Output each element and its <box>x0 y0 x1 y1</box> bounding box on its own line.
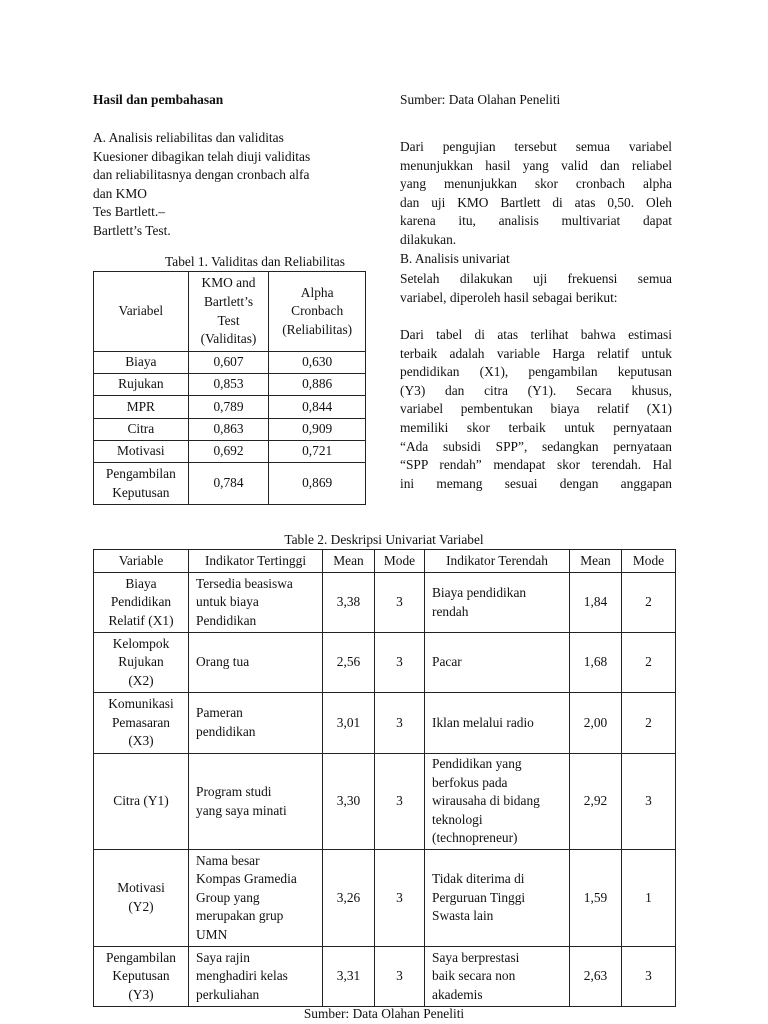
table-header-row <box>94 272 366 352</box>
text-line: Tes Bartlett.– <box>93 204 165 220</box>
cell-line: baik secara non <box>432 968 516 984</box>
cell-line: Nama besar <box>196 852 260 868</box>
text-line: variabel, diperoleh hasil sebagai berikut: <box>400 289 618 305</box>
cell-indikator-tertinggi <box>189 947 323 1007</box>
cell-indikator-terendah <box>425 573 570 633</box>
text-line: “SPP rendah” mendapat skor terendah. Hal <box>400 457 672 473</box>
text-line: dan uji KMO Bartlett di atas 0,50. Oleh <box>400 194 672 210</box>
cell-mean: 2,63 <box>570 947 622 1007</box>
cell-line: Pendidikan <box>110 594 172 610</box>
cell-line: Pendidikan <box>196 612 257 628</box>
text-line: pendidikan (X1), pengambilan keputusan <box>400 364 672 380</box>
cell-line: Komunikasi <box>108 696 174 712</box>
cell-mean: 3,38 <box>323 573 375 633</box>
cell-mode: 3 <box>375 693 425 754</box>
cell-alpha: 0,721 <box>269 441 366 463</box>
table1-source: Sumber: Data Olahan Peneliti <box>400 92 561 107</box>
text-line: memiliki skor terbaik untuk pernyataan <box>400 419 672 435</box>
cell-line: Group yang <box>196 889 260 905</box>
cell-alpha: 0,886 <box>269 374 366 396</box>
cell-mean: 3,26 <box>323 850 375 947</box>
cell-line: perkuliahan <box>196 986 260 1002</box>
paragraph-univariate-intro <box>400 270 672 307</box>
cell-line: (technopreneur) <box>432 830 518 846</box>
cell-line: Tidak diterima di <box>432 871 525 887</box>
cell-mean: 2,56 <box>323 633 375 693</box>
cell-line: Iklan melalui radio <box>432 714 534 730</box>
header-line: KMO and <box>201 275 256 291</box>
header-line: Bartlett’s <box>203 293 254 309</box>
cell-line: Pendidikan yang <box>432 756 522 772</box>
cell-line: rendah <box>432 603 469 619</box>
cell-alpha: 0,630 <box>269 352 366 374</box>
text-line: variabel pembentukan biaya relatif (X1) <box>400 401 672 417</box>
cell-kmo: 0,607 <box>188 352 269 374</box>
cell-mode: 3 <box>375 633 425 693</box>
section-b-heading: B. Analisis univariat <box>400 251 510 266</box>
cell-line: yang saya minati <box>196 802 287 818</box>
text-line: karena itu, analisis multivariat dapat <box>400 213 672 229</box>
cell-line: merupakan grup <box>196 908 284 924</box>
cell-kmo: 0,784 <box>188 463 269 505</box>
cell-indikator-terendah <box>425 754 570 850</box>
text-line: dan KMO <box>93 185 147 201</box>
cell-line: Pengambilan <box>106 949 176 965</box>
table2-caption: Table 2. Deskripsi Univariat Variabel <box>284 532 484 547</box>
header-line: (Reliabilitas) <box>282 321 353 337</box>
text-line: Dari tabel di atas terlihat bahwa estimasi <box>400 327 672 342</box>
cell-line: Kelompok <box>112 635 170 651</box>
header-mode-terendah: Mode <box>622 550 676 573</box>
cell-mean: 1,59 <box>570 850 622 947</box>
cell-variable <box>94 754 189 850</box>
cell-mean: 3,30 <box>323 754 375 850</box>
header-indikator-terendah: Indikator Terendah <box>425 550 570 573</box>
cell-line: berfokus pada <box>432 774 508 790</box>
cell-mode: 3 <box>622 947 676 1007</box>
cell-variabel: Citra <box>94 419 189 441</box>
cell-line: Citra (Y1) <box>113 793 169 809</box>
cell-line: Kompas Gramedia <box>196 871 297 887</box>
cell-line: UMN <box>196 926 228 942</box>
cell-line: menghadiri kelas <box>196 968 288 984</box>
cell-line: Tersedia beasiswa <box>196 575 293 591</box>
text-line: Bartlett’s Test. <box>93 222 171 238</box>
cell-variable <box>94 573 189 633</box>
cell-alpha: 0,869 <box>269 463 366 505</box>
cell-indikator-terendah <box>425 633 570 693</box>
text-line: Kuesioner dibagikan telah diuji validitas <box>93 148 311 164</box>
validity-reliability-table <box>93 271 366 505</box>
table2-source: Sumber: Data Olahan Peneliti <box>303 1006 465 1021</box>
text-line: ini memang sesuai dengan anggapan <box>400 475 672 491</box>
cell-indikator-tertinggi <box>189 693 323 754</box>
table-row <box>94 693 676 754</box>
text-line: terbaik adalah variable Harga relatif untuk <box>400 345 672 361</box>
table-row <box>94 374 366 396</box>
header-line: Test <box>217 312 240 328</box>
cell-variabel: Biaya <box>94 352 189 374</box>
cell-line: teknologi <box>432 811 483 827</box>
table-row <box>94 850 676 947</box>
univariate-description-table <box>93 549 676 1007</box>
table-row <box>94 463 366 505</box>
cell-line: (Y2) <box>128 899 154 914</box>
cell-indikator-tertinggi <box>189 850 323 947</box>
table1-caption: Tabel 1. Validitas dan Reliabilitas <box>165 254 345 269</box>
cell-line: Biaya pendidikan <box>432 584 527 600</box>
cell-line: Pemasaran <box>111 714 170 730</box>
cell-mode: 2 <box>622 693 676 754</box>
cell-line: (Y3) <box>128 986 154 1002</box>
cell-line: Pameran <box>196 705 243 721</box>
cell-line: (X3) <box>128 733 154 749</box>
cell-mode: 3 <box>622 754 676 850</box>
cell-kmo: 0,863 <box>188 419 269 441</box>
text-line: yang menunjukkan skor cronbach alpha <box>400 176 672 192</box>
text-line: dilakukan. <box>400 231 457 247</box>
cell-line: Saya rajin <box>196 949 250 965</box>
paragraph-univariate-discussion <box>400 326 672 493</box>
cell-indikator-terendah <box>425 693 570 754</box>
paragraph-validity-result <box>400 138 672 250</box>
cell-line: Swasta lain <box>432 908 494 924</box>
cell-mode: 3 <box>375 573 425 633</box>
header-line: Alpha <box>300 284 334 300</box>
cell-line: Keputusan <box>112 968 170 984</box>
cell-indikator-terendah <box>425 850 570 947</box>
cell-mode: 3 <box>375 754 425 850</box>
cell-variable <box>94 947 189 1007</box>
section-a-text <box>93 129 363 241</box>
cell-indikator-tertinggi <box>189 573 323 633</box>
cell-mean: 2,00 <box>570 693 622 754</box>
cell-line: pendidikan <box>196 724 256 739</box>
header-mode-tertinggi: Mode <box>375 550 425 573</box>
cell-line: Motivasi <box>117 880 165 896</box>
text-line: Setelah dilakukan uji frekuensi semua <box>400 271 672 286</box>
header-mean-terendah: Mean <box>570 550 622 573</box>
text-line: “Ada subsidi SPP”, sedangkan pernyataan <box>400 438 672 454</box>
cell-variabel <box>94 463 189 505</box>
table-row <box>94 573 676 633</box>
cell-mean: 3,31 <box>323 947 375 1007</box>
cell-line: Pacar <box>432 654 462 670</box>
cell-mean: 1,68 <box>570 633 622 693</box>
cell-line: (X2) <box>128 672 154 688</box>
table-header-row <box>94 550 676 573</box>
cell-line: wirausaha di bidang <box>432 793 540 809</box>
text-line: dan reliabilitasnya dengan cronbach alfa <box>93 167 310 183</box>
section-heading: Hasil dan pembahasan <box>93 92 224 107</box>
cell-line: Program studi <box>196 783 272 799</box>
cell-line: Relatif (X1) <box>108 612 174 628</box>
cell-line: untuk biaya <box>196 594 259 610</box>
cell-line: Orang tua <box>196 654 250 670</box>
cell-variabel: Motivasi <box>94 441 189 463</box>
cell-line: Rujukan <box>118 654 164 670</box>
table-row <box>94 441 366 463</box>
header-variabel: Variabel <box>94 272 189 352</box>
header-variable: Variable <box>94 550 189 573</box>
cell-line: Perguruan Tinggi <box>432 889 526 905</box>
cell-variable <box>94 850 189 947</box>
table-row <box>94 352 366 374</box>
header-kmo <box>188 272 269 352</box>
text-line: A. Analisis reliabilitas dan validitas <box>93 130 284 145</box>
cell-kmo: 0,853 <box>188 374 269 396</box>
header-line: (Validitas) <box>200 331 257 347</box>
text-line: Dari pengujian tersebut semua variabel <box>400 139 672 154</box>
cell-mean: 2,92 <box>570 754 622 850</box>
cell-alpha: 0,844 <box>269 396 366 419</box>
cell-mode: 1 <box>622 850 676 947</box>
cell-indikator-tertinggi <box>189 633 323 693</box>
header-line: Cronbach <box>291 303 344 319</box>
table-row <box>94 754 676 850</box>
cell-line: Biaya <box>125 575 157 591</box>
header-alpha <box>269 272 366 352</box>
cell-mean: 1,84 <box>570 573 622 633</box>
table-row <box>94 633 676 693</box>
cell-variable <box>94 693 189 754</box>
table-row <box>94 419 366 441</box>
cell-indikator-terendah <box>425 947 570 1007</box>
header-mean-tertinggi: Mean <box>323 550 375 573</box>
cell-mode: 2 <box>622 633 676 693</box>
cell-mode: 3 <box>375 947 425 1007</box>
cell-variabel: Rujukan <box>94 374 189 396</box>
cell-mean: 3,01 <box>323 693 375 754</box>
header-indikator-tertinggi: Indikator Tertinggi <box>189 550 323 573</box>
cell-variable <box>94 633 189 693</box>
cell-variabel: MPR <box>94 396 189 419</box>
text-line: menunjukkan hasil yang valid dan reliabel <box>400 157 672 173</box>
table-row <box>94 396 366 419</box>
text-line: (Y3) dan citra (Y1). Secara khusus, <box>400 382 672 398</box>
cell-kmo: 0,692 <box>188 441 269 463</box>
table-row <box>94 947 676 1007</box>
cell-line: Pengambilan <box>105 465 176 481</box>
cell-mode: 2 <box>622 573 676 633</box>
cell-alpha: 0,909 <box>269 419 366 441</box>
cell-line: akademis <box>432 986 483 1002</box>
cell-line: Keputusan <box>112 484 170 500</box>
cell-mode: 3 <box>375 850 425 947</box>
cell-indikator-tertinggi <box>189 754 323 850</box>
cell-kmo: 0,789 <box>188 396 269 419</box>
cell-line: Saya berprestasi <box>432 949 520 965</box>
